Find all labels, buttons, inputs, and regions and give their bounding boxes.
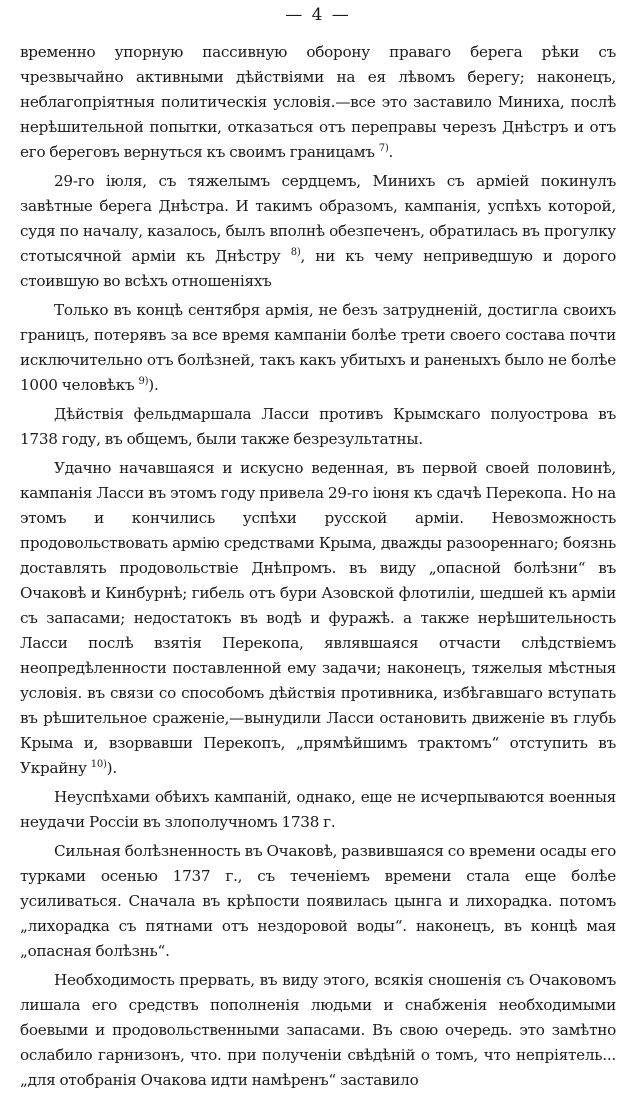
paragraph: Дѣйствія фельдмаршала Ласси противъ Крымскаго полуострова въ 1738 году, въ общемъ, были также безрезультатны. [20,405,616,448]
body-text [20,40,616,1093]
footnote-ref: 7) [378,142,389,154]
footnote-ref: 10) [90,758,107,770]
paragraph: Сильная болѣзненность въ Очаковѣ, развившаяся со времени осады его турками осенью 1737 г., съ теченіемъ времени стала еще болѣе усиливаться. Сначала въ крѣпости появилась цынга и лихорадка. потомъ „лихорадка съ пятнами отъ нездоровой воды“. наконецъ, въ концѣ мая „опасная болѣзнь“. [20,842,616,960]
paragraph: Необходимость прервать, въ виду этого, всякія сношенія съ Очаковомъ лишала его средствъ пополненія людьми и снабженія необходимыми боевыми и продовольственными запасами. Въ свою очередь. это замѣтно ослабило гарнизонъ, что. при полученіи свѣдѣній о томъ, что непріятель... „для отобранія Очакова идти намѣренъ“ заставило [20,971,616,1089]
footnote-ref: 8) [290,246,301,258]
page-number: — 4 — [285,5,351,25]
paragraph: Удачно начавшаяся и искусно веденная, въ первой своей половинѣ, кампанія Ласси въ этомъ году привела 29-го іюня къ сдачѣ Перекопа. Но на этомъ и кончились успѣхи русской арміи. Невозможность продовольствовать армію средствами Крыма, дважды разоореннаго; боязнь доставлять продовольствіе Днѣпромъ. въ виду „опасной болѣзни“ въ Очаковѣ и Кинбурнѣ; гибель отъ бури Азовской флотиліи, шедшей къ арміи съ запасами; недостатокъ въ водѣ и фуражѣ. а также нерѣшительность Ласси послѣ взятія Перекопа, являвшаяся отчасти слѣдствіемъ неопредѣленности поставленной ему задачи; наконецъ, тяжелыя мѣстныя условія. въ связи со способомъ дѣйствія противника, избѣгавшаго вступать въ рѣшительное сраженіе,—вынудили Ласси остановить движеніе въ глубь Крыма и, взорвавши Перекопъ, „прямѣйшимъ трактомъ“ отступить въ Украйну $^{10)}$). [20,459,616,777]
paragraph: Только въ концѣ сентября армія, не безъ затрудненій, достигла своихъ границъ, потерявъ за все время кампаніи болѣе трети своего состава почти исключительно отъ болѣзней, такъ какъ убитыхъ и раненыхъ было не болѣе 1000 человѣкъ $^{9)}$). [20,301,616,394]
paragraph: 29-го іюля, съ тяжелымъ сердцемъ, Минихъ съ арміей покинулъ завѣтные берега Днѣстра. И такимъ образомъ, кампанія, успѣхъ которой, судя по началу, казалось, былъ вполнѣ обезпеченъ, обратилась въ прогулку стотысячной арміи къ Днѣстру $^{8)}$, ни къ чему неприведшую и дорого стоившую во всѣхъ отношеніяхъ [20,172,616,290]
footnote-ref: 9) [138,375,149,387]
paragraph: Неуспѣхами обѣихъ кампаній, однако, еще не исчерпываются военныя неудачи Россіи въ злополучномъ 1738 г. [20,788,616,831]
paragraph: временно упорную пассивную оборону праваго берега рѣки съ чрезвычайно активными дѣйствіями на ея лѣвомъ берегу; наконецъ, неблагопріятныя политическія условія.—все это заставило Миниха, послѣ нерѣшительной попытки, отказаться отъ переправы черезъ Днѣстръ и отъ его береговъ вернуться къ своимъ границамъ $^{7)}$. [20,43,616,161]
